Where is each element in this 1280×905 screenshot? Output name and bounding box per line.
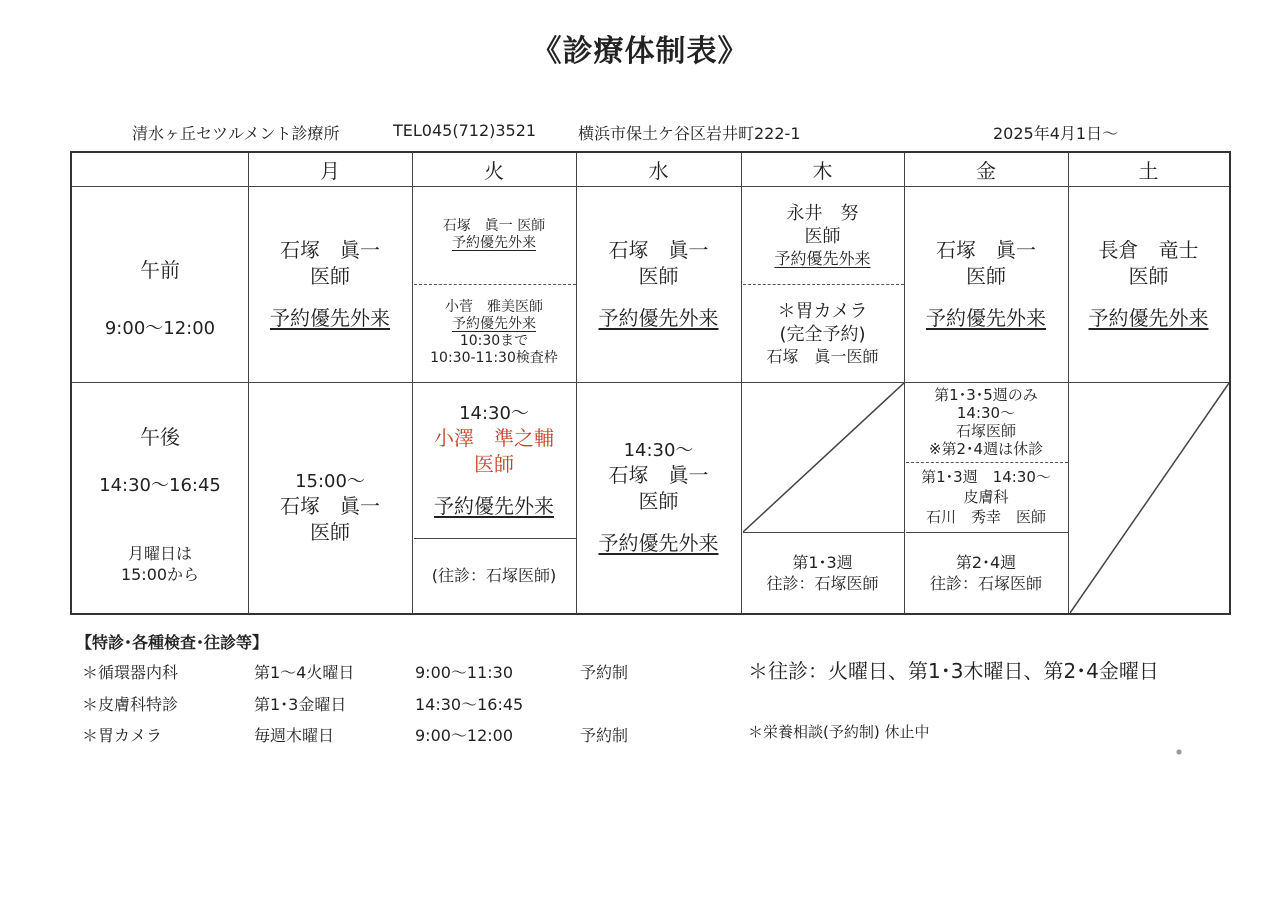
clinic-type: 予約優先外来: [926, 306, 1046, 330]
doctor-title: 医師: [638, 264, 679, 288]
special-row-time: 9:00～12:00: [415, 726, 514, 745]
start-time: 14:30～: [459, 402, 529, 424]
department: 皮膚科: [963, 488, 1009, 506]
start-time: 14:30～: [956, 404, 1016, 422]
day-header-thu: 木: [812, 159, 833, 183]
scan-speck: [1172, 745, 1186, 759]
doctor-name: 石塚 眞一医師: [766, 346, 879, 366]
doctor-name: 永井 努: [786, 202, 859, 224]
tue-am-bottom-cell: [412, 284, 576, 382]
monday-note-time: 15:00から: [120, 565, 200, 584]
thu-pm-closed-diagonal: [743, 383, 904, 532]
week-note: 第1･3･5週のみ: [934, 386, 1038, 404]
special-row-time: 9:00～11:30: [415, 663, 514, 682]
start-time: 15:00～: [295, 471, 365, 492]
fri-pm-mid-cell: [904, 462, 1068, 532]
sat-pm-closed-diagonal: [1070, 383, 1229, 613]
thu-pm-bottom-cell: [741, 532, 904, 613]
day-header-fri: 金: [976, 159, 996, 183]
doctor-name: 石塚医師: [955, 422, 1016, 440]
house-call-summary: ＊往診：火曜日、第1･3木曜日、第2･4金曜日: [748, 659, 1159, 683]
day-header-tue: 火: [484, 159, 504, 183]
doctor-title: 医師: [474, 451, 514, 476]
wed-am-cell: [576, 186, 741, 382]
special-row-note: 予約制: [580, 663, 629, 682]
schedule-table: [70, 151, 1231, 615]
gastroscopy-label: ＊胃カメラ: [777, 300, 868, 322]
clinic-name: 清水ヶ丘セツルメント診療所: [132, 124, 340, 143]
day-header-mon: 月: [320, 159, 340, 183]
doctor-title: 医師: [1128, 264, 1169, 288]
special-row-note: 予約制: [580, 726, 629, 745]
diagonal-line: [743, 383, 904, 532]
doctor-name: 石塚 眞一: [280, 238, 380, 262]
clinic-type: 予約優先外来: [452, 316, 536, 332]
clinic-type: 予約優先外来: [774, 248, 871, 268]
thu-am-bottom-cell: [741, 284, 904, 382]
special-row-name: ＊循環器内科: [82, 663, 179, 682]
special-row-day: 毎週木曜日: [254, 726, 335, 745]
mon-am-cell: [248, 186, 412, 382]
closed-note: ※第2･4週は休診: [928, 440, 1044, 458]
fri-pm-bottom-cell: [904, 532, 1068, 613]
clinic-type: 予約優先外来: [598, 306, 719, 330]
special-row-time: 14:30～16:45: [415, 695, 524, 714]
special-row-name: ＊胃カメラ: [82, 726, 163, 745]
page-title: 《診療体制表》: [531, 34, 749, 69]
doctor-name: 石川 秀幸 医師: [925, 508, 1046, 526]
time-note: 10:30まで: [459, 333, 529, 349]
doctor-title: 医師: [310, 520, 350, 544]
special-row-day: 第1～4火曜日: [254, 663, 355, 682]
diagonal-line: [1070, 383, 1229, 613]
doctor-name: 小澤 準之輔: [434, 425, 554, 450]
morning-hours: 9:00～12:00: [104, 317, 216, 339]
doctor-name: 石塚 眞一 医師: [442, 218, 546, 234]
doctor-title: 医師: [638, 489, 679, 513]
special-row-name: ＊皮膚科特診: [82, 695, 179, 714]
afternoon-label-cell: [72, 382, 248, 613]
special-row-day: 第1･3金曜日: [254, 695, 347, 714]
sat-am-cell: [1068, 186, 1229, 382]
house-call-note: 往診：石塚医師: [766, 573, 879, 593]
doctor-name: 石塚 眞一: [936, 238, 1036, 262]
week-time-note: 第1･3週 14:30～: [921, 468, 1051, 486]
afternoon-hours: 14:30～16:45: [99, 475, 221, 496]
thu-am-top-cell: [741, 186, 904, 284]
doctor-name: 小菅 雅美医師: [445, 299, 543, 315]
doctor-name: 石塚 眞一: [608, 463, 709, 487]
week-note: 第2･4週: [955, 552, 1017, 572]
afternoon-label: 午後: [140, 425, 180, 449]
morning-label-cell: [72, 186, 248, 382]
fri-pm-top-cell: [904, 382, 1068, 462]
house-call-note: 往診：石塚医師: [929, 573, 1042, 593]
special-heading: 【特診･各種検査･往診等】: [76, 633, 269, 652]
tue-pm-top-cell: [412, 382, 576, 538]
exam-slot: 10:30-11:30検査枠: [430, 350, 558, 366]
start-time: 14:30～: [623, 440, 694, 461]
doctor-name: 石塚 眞一: [608, 238, 709, 262]
clinic-type: 予約優先外来: [270, 306, 390, 330]
fri-am-cell: [904, 186, 1068, 382]
tue-am-top-cell: [412, 186, 576, 284]
doctor-title: 医師: [804, 225, 841, 247]
day-header-sat: 土: [1138, 159, 1159, 183]
doctor-title: 医師: [966, 264, 1006, 288]
reservation-note: (完全予約): [779, 323, 866, 345]
mon-pm-cell: [248, 382, 412, 613]
clinic-address: 横浜市保土ケ谷区岩井町222-1: [578, 124, 801, 143]
day-header-wed: 水: [648, 159, 669, 183]
house-call-note: (往診：石塚医師): [431, 566, 557, 585]
week-note: 第1･3週: [792, 552, 853, 572]
clinic-type: 予約優先外来: [434, 493, 554, 518]
effective-date: 2025年4月1日～: [993, 124, 1119, 143]
monday-note: 月曜日は: [127, 544, 192, 563]
wed-pm-cell: [576, 382, 741, 613]
clinic-type: 予約優先外来: [452, 235, 536, 251]
clinic-type: 予約優先外来: [1088, 306, 1209, 330]
clinic-type: 予約優先外来: [598, 531, 719, 555]
doctor-name: 長倉 竜士: [1098, 238, 1199, 262]
nutrition-note: ＊栄養相談(予約制) 休止中: [748, 723, 930, 741]
doctor-title: 医師: [310, 264, 350, 288]
doctor-name: 石塚 眞一: [280, 494, 380, 518]
clinic-tel: TEL045(712)3521: [393, 121, 537, 140]
morning-label: 午前: [140, 257, 180, 282]
tue-pm-bottom-cell: [412, 538, 576, 613]
